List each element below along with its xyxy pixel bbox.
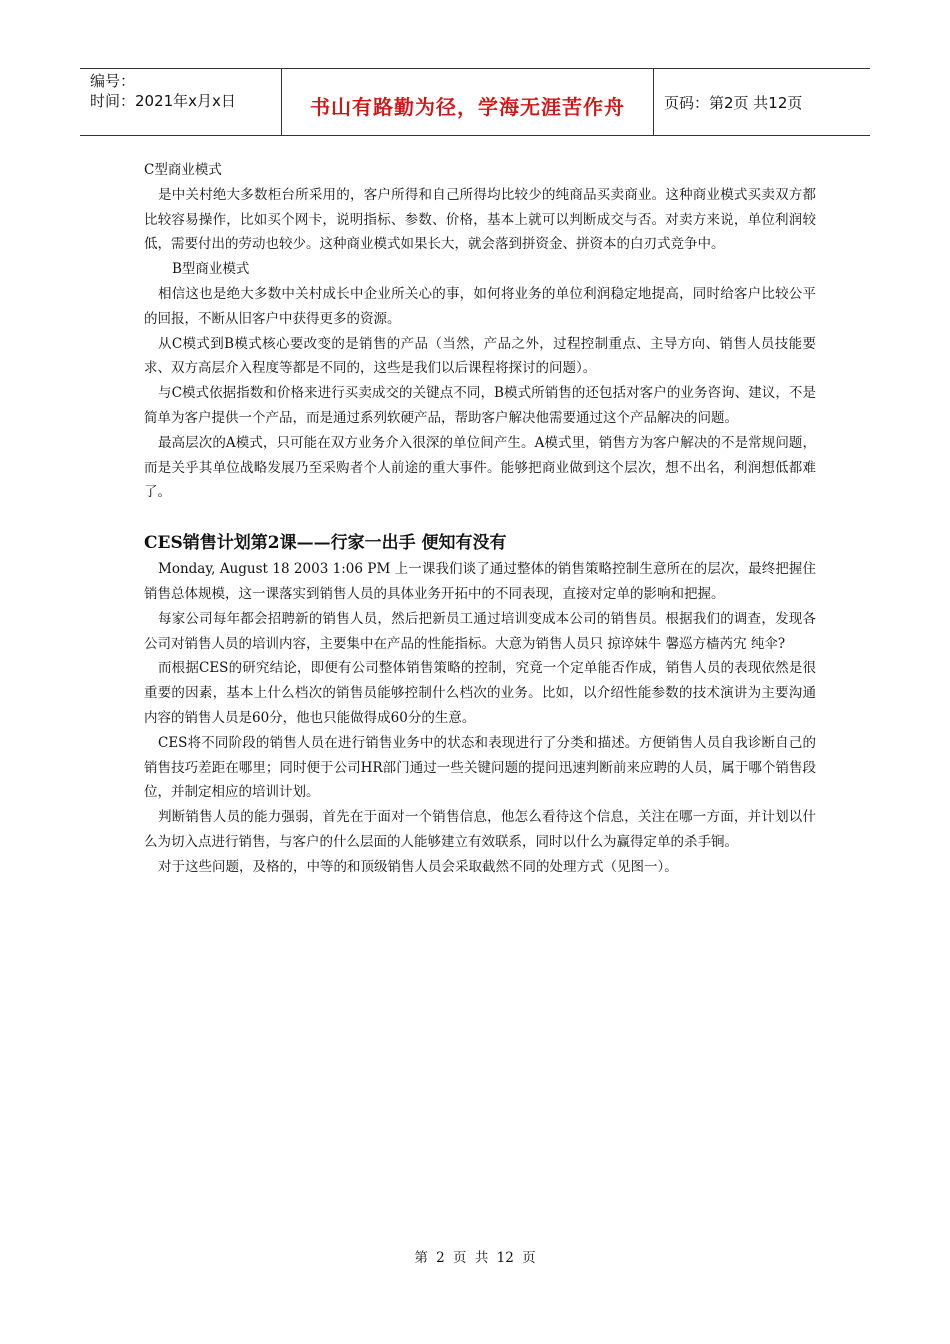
paragraph: 相信这也是绝大多数中关村成长中企业所关心的事，如何将业务的单位利润稳定地提高，同时给客户比较公平的回报，不断从旧客户中获得更多的资源。 — [144, 285, 816, 327]
paragraph: 与C模式依据指数和价格来进行买卖成交的关键点不同，B模式所销售的还包括对客户的业务咨询、建议，不是简单为客户提供一个产品，而是通过系列软硬产品，帮助客户解决他需要通过这个产品解决的问题。 — [144, 385, 816, 426]
header-meta — [80, 69, 282, 135]
doc-number-label: 编号： — [90, 72, 136, 90]
subhead-b-model: B型商业模式 — [172, 261, 250, 278]
header-page-info: 页码：第2页 共12页 — [664, 93, 803, 112]
paragraph: 而根据CES的研究结论，即便有公司整体销售策略的控制，究竟一个定单能否作成，销售人员的表现依然是很重要的因素，基本上什么档次的销售员能够控制什么档次的业务。比如，以介绍性能参数的技术演讲为主要沟通内容的销售人员是60分，他也只能做得成60分的生意。 — [144, 660, 816, 726]
paragraph: 判断销售人员的能力强弱，首先在于面对一个销售信息，他怎么看待这个信息，关注在哪一方面，并计划以什么为切入点进行销售，与客户的什么层面的人能够建立有效联系，同时以什么为赢得定单的杀手锏。 — [144, 809, 816, 850]
page-footer: 第 2 页 共 12 页 — [414, 1250, 536, 1266]
paragraph: 每家公司每年都会招聘新的销售人员，然后把新员工通过培训变成本公司的销售员。根据我们的调查，发现各公司对销售人员的培训内容，主要集中在产品的性能指标。大意为销售人员只 掠谇妹牛 馨巡方樯芮宄 纯伞? — [144, 610, 816, 652]
header-motto: 书山有路勤为径，学海无涯苦作舟 — [282, 69, 654, 135]
paragraph: 对于这些问题，及格的，中等的和顶级销售人员会采取截然不同的处理方式（见图一）。 — [158, 858, 678, 875]
paragraph: 是中关村绝大多数柜台所采用的，客户所得和自己所得均比较少的纯商品买卖商业。这种商业模式买卖双方都比较容易操作，比如买个网卡，说明指标、参数、价格，基本上就可以判断成交与否。对卖方来说，单位利润较低，需要付出的劳动也较少。这种商业模式如果长大，就会落到拼资金、拼资本的白刃式竞争中。 — [144, 186, 816, 253]
document-body — [144, 158, 816, 880]
doc-time-label: 时间：2021年x月x日 — [90, 92, 236, 110]
section-title: CES销售计划第2课——行家一出手 便知有没有 — [144, 533, 507, 554]
paragraph: CES将不同阶段的销售人员在进行销售业务中的状态和表现进行了分类和描述。方便销售人员自我诊断自己的销售技巧差距在哪里；同时便于公司HR部门通过一些关键问题的提问迅速判断前来应聘的人员，属于哪个销售段位，并制定相应的培训计划。 — [144, 734, 816, 801]
paragraph: 从C模式到B模式核心要改变的是销售的产品（当然，产品之外，过程控制重点、主导方向、销售人员技能要求、双方高层介入程度等都是不同的，这些是我们以后课程将探讨的问题）。 — [144, 335, 816, 377]
subhead-c-model: C型商业模式 — [144, 162, 222, 178]
page-header — [80, 68, 870, 136]
paragraph: Monday, August 18 2003 1:06 PM 上一课我们谈了通过整体的销售策略控制生意所在的层次，最终把握住销售总体规模，这一课落实到销售人员的具体业务开拓中的不同表现，直接对定单的影响和把握。 — [144, 561, 816, 602]
paragraph: 最高层次的A模式，只可能在双方业务介入很深的单位间产生。A模式里，销售方为客户解决的不是常规问题，而是关乎其单位战略发展乃至采购者个人前途的重大事件。能够把商业做到这个层次，想不出名，利润想低都难了。 — [144, 434, 816, 501]
